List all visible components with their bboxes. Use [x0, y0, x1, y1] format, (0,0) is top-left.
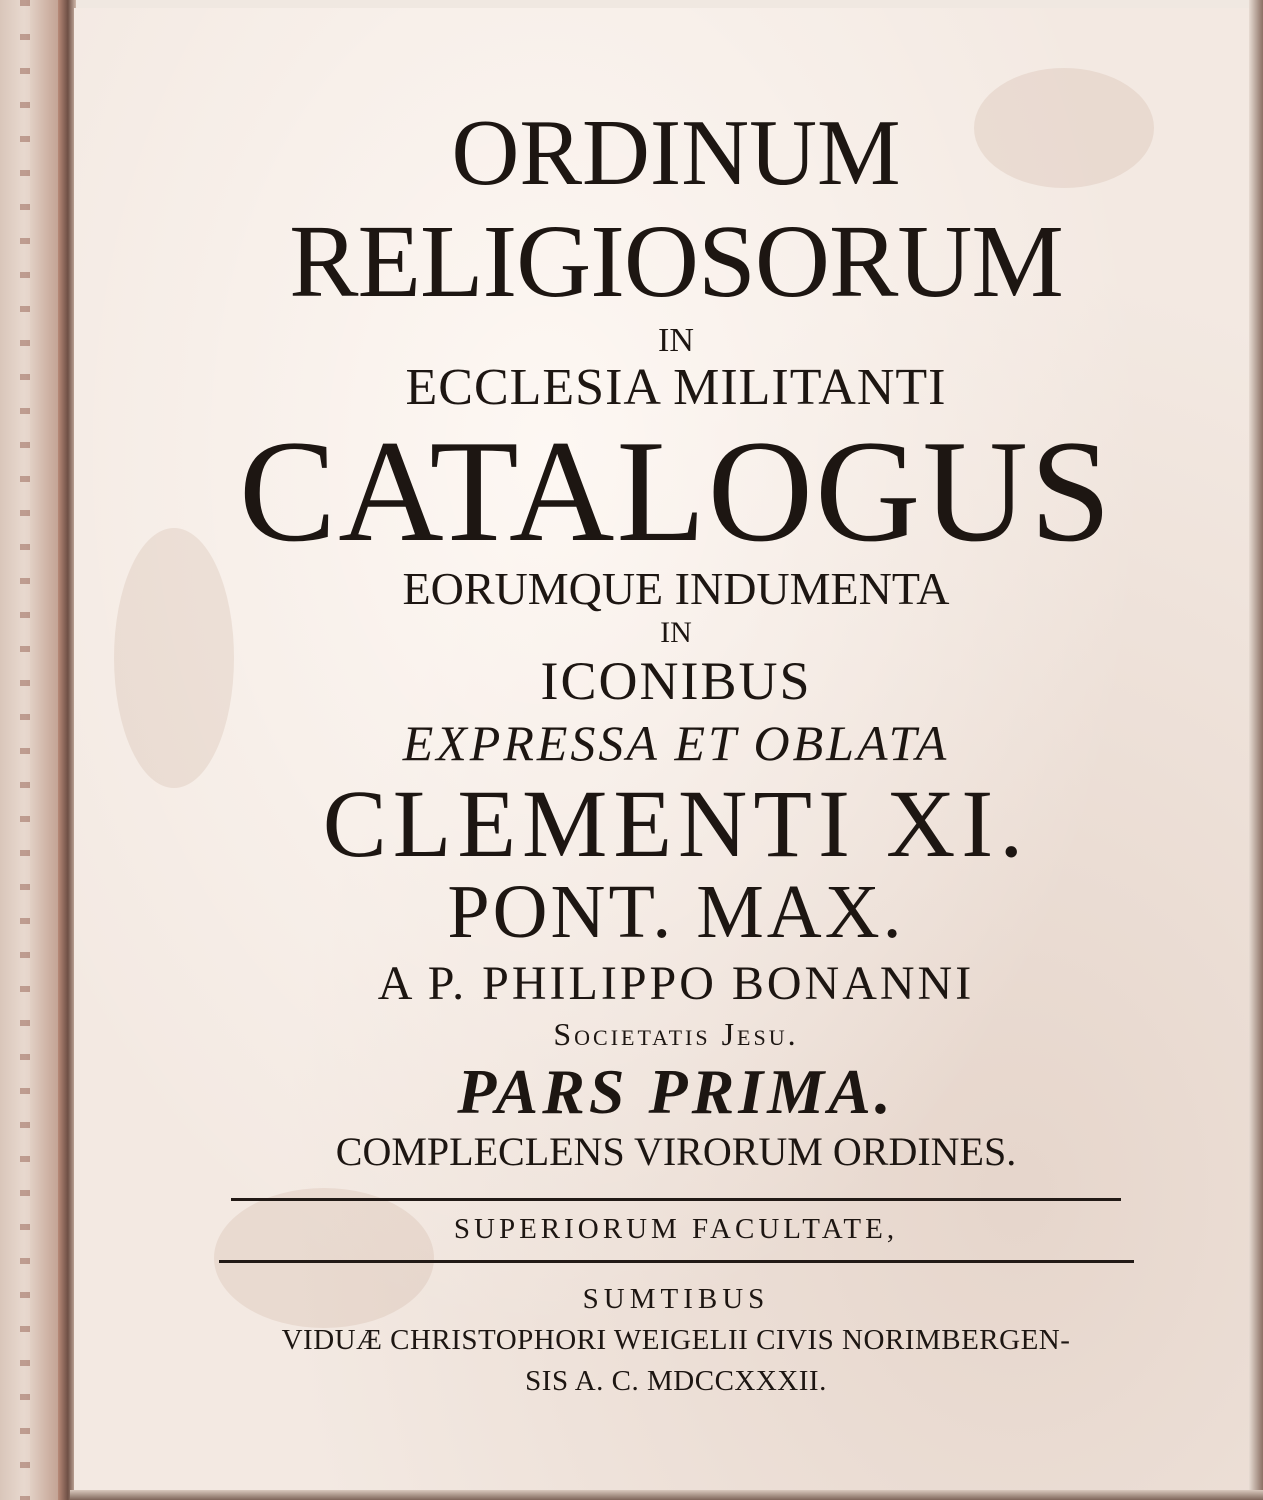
title-line-in: IN: [658, 322, 694, 359]
title-line-eorumque: EORUMQUE INDUMENTA: [402, 563, 950, 614]
title-line-pont-max: PONT. MAX.: [447, 870, 905, 954]
divider-rule: [219, 1260, 1134, 1263]
author-line: A P. PHILIPPO BONANNI: [377, 957, 975, 1010]
spine-stitching: [20, 0, 30, 1500]
page-edge-bottom: [70, 1490, 1263, 1500]
title-line-catalogus: CATALOGUS: [238, 410, 1114, 572]
divider-rule: [231, 1198, 1121, 1201]
title-line-in-second: IN: [660, 616, 692, 649]
title-line-iconibus: ICONIBUS: [540, 651, 812, 711]
imprint-publisher: VIDUÆ CHRISTOPHORI WEIGELII CIVIS NORIMBERGEN-: [281, 1324, 1071, 1356]
title-line-ordinum: ORDINUM: [451, 101, 901, 205]
imprint-sumtibus: SUMTIBUS: [582, 1283, 770, 1315]
title-text-block: [166, 96, 1186, 1396]
title-line-ecclesia: ECCLESIA MILITANTI: [405, 359, 947, 416]
imprint-year: SIS A. C. MDCCXXXII.: [525, 1365, 827, 1397]
title-line-religiosorum: RELIGIOSORUM: [289, 204, 1063, 319]
author-affiliation: Societatis Jesu.: [553, 1016, 799, 1052]
permission-line: SUPERIORUM FACULTATE,: [453, 1213, 899, 1245]
volume-description: COMPLECLENS VIRORUM ORDINES.: [335, 1129, 1017, 1174]
volume-label: PARS PRIMA.: [457, 1056, 895, 1127]
title-line-expressa: EXPRESSA ET OBLATA: [402, 715, 950, 771]
title-line-clementi: CLEMENTI XI.: [322, 770, 1030, 877]
page-edge-right: [1249, 0, 1263, 1500]
